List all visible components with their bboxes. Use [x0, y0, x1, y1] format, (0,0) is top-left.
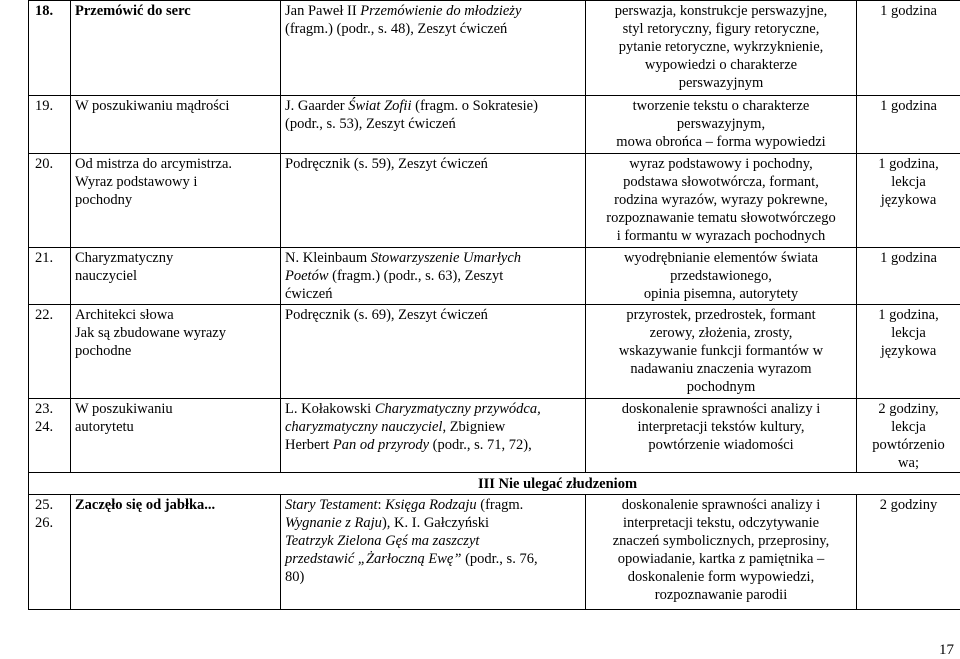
text-line: 19.: [35, 98, 54, 114]
italic-title: przedstawić „Żarłoczną Ewę”: [285, 551, 462, 567]
text-line: doskonalenie sprawności analizy i: [621, 497, 821, 513]
hours-cell: [857, 495, 960, 610]
text-line: 1 godzina: [880, 250, 937, 266]
text-line: [285, 306, 581, 324]
text-segment: (fragm. o Sokratesie): [411, 98, 538, 114]
italic-title: Pan od przyrody: [332, 437, 430, 453]
text-line: [285, 267, 581, 285]
concepts-cell: [586, 305, 857, 399]
text-line: perswazyjnym: [678, 75, 764, 91]
text-line: 1 godzina: [880, 98, 937, 114]
concepts-cell: [586, 1, 857, 96]
lesson-number-cell: [29, 248, 71, 305]
table-row: [29, 399, 960, 473]
text-line: powtórzenie wiadomości: [648, 437, 794, 453]
text-segment: J. Gaarder: [285, 98, 349, 114]
table-row: [29, 1, 960, 96]
text-line: 23.: [35, 401, 54, 417]
text-line: perswazyjnym,: [676, 116, 766, 132]
lesson-topic-cell: [71, 399, 281, 473]
text-line: rodzina wyrazów, wyrazy pokrewne,: [614, 192, 828, 208]
text-line: nauczyciel: [75, 268, 137, 284]
text-segment: (podr., s. 71, 72),: [429, 437, 532, 453]
italic-title: Stowarzyszenie Umarłych: [370, 250, 521, 266]
concepts-cell: [586, 96, 857, 154]
text-segment: (podr., s. 76,: [461, 551, 538, 567]
hours-cell: [857, 96, 960, 154]
concepts-cell: [586, 399, 857, 473]
page-number: 17: [939, 642, 954, 658]
text-line: 21.: [35, 250, 54, 266]
lesson-number-cell: [29, 1, 71, 96]
italic-title: Świat Zofii: [348, 98, 412, 114]
text-line: interpretacji tekstów kultury,: [637, 419, 805, 435]
text-line: [285, 155, 581, 173]
hours-cell: [857, 399, 960, 473]
text-line: 1 godzina: [880, 3, 937, 19]
text-line: wypowiedzi o charakterze: [644, 57, 798, 73]
text-line: doskonalenie form wypowiedzi,: [627, 569, 815, 585]
text-line: [285, 400, 581, 418]
text-line: Przemówić do serc: [75, 3, 191, 19]
text-line: lekcja: [891, 325, 926, 341]
text-line: [285, 436, 581, 454]
hours-cell: [857, 305, 960, 399]
text-sources-cell: [281, 399, 586, 473]
text-line: Architekci słowa: [75, 307, 174, 323]
text-line: 1 godzina,: [878, 156, 939, 172]
italic-title: Księga Rodzaju: [385, 497, 477, 513]
text-line: i formantu w wyrazach pochodnych: [616, 228, 826, 244]
text-line: Wyraz podstawowy i: [75, 174, 198, 190]
concepts-cell: [586, 495, 857, 610]
italic-title: Stary Testament: [285, 497, 378, 513]
text-line: tworzenie tekstu o charakterze: [632, 98, 810, 114]
text-line: Zaczęło się od jabłka...: [75, 497, 216, 513]
text-line: językowa: [880, 192, 937, 208]
text-line: przyrostek, przedrostek, formant: [626, 307, 816, 323]
text-segment: , Zbigniew: [442, 419, 506, 435]
text-segment: Jan Paweł II: [285, 3, 361, 19]
italic-title: Poetów: [285, 268, 329, 284]
text-segment: 80): [285, 569, 305, 585]
table-row: [29, 495, 960, 610]
text-segment: Podręcznik (s. 69), Zeszyt ćwiczeń: [285, 307, 488, 323]
text-line: [285, 97, 581, 115]
concepts-cell: [586, 248, 857, 305]
lesson-topic-cell: [71, 305, 281, 399]
concepts-cell: [586, 154, 857, 248]
text-line: lekcja: [891, 174, 926, 190]
lesson-plan-table: [28, 0, 960, 610]
lesson-number-cell: [29, 495, 71, 610]
text-line: [285, 285, 581, 303]
hours-cell: [857, 154, 960, 248]
text-line: pochodny: [75, 192, 133, 208]
lesson-topic-cell: [71, 96, 281, 154]
table-row: [29, 96, 960, 154]
text-sources-cell: [281, 96, 586, 154]
text-line: wskazywanie funkcji formantów w: [618, 343, 824, 359]
text-sources-cell: [281, 305, 586, 399]
text-line: pytanie retoryczne, wykrzyknienie,: [618, 39, 824, 55]
lesson-number-cell: [29, 399, 71, 473]
text-line: doskonalenie sprawności analizy i: [621, 401, 821, 417]
lesson-topic-cell: [71, 154, 281, 248]
table-row: [29, 305, 960, 399]
text-line: opowiadanie, kartka z pamiętnika –: [617, 551, 825, 567]
text-line: [285, 418, 581, 436]
text-line: 20.: [35, 156, 54, 172]
table-row: [29, 248, 960, 305]
italic-title: Przemówienie do młodzieży: [360, 3, 522, 19]
text-line: językowa: [880, 343, 937, 359]
text-line: mowa obrońca – forma wypowiedzi: [616, 134, 826, 150]
italic-title: Wygnanie z Raju: [285, 515, 382, 531]
text-segment: (fragm.) (podr., s. 63), Zeszyt: [328, 268, 504, 284]
text-segment: N. Kleinbaum: [285, 250, 371, 266]
italic-title: Charyzmatyczny przywódca,: [374, 401, 541, 417]
text-line: opinia pisemna, autorytety: [643, 286, 799, 302]
text-line: pochodne: [75, 343, 132, 359]
text-line: Jak są zbudowane wyrazy: [75, 325, 226, 341]
text-segment: (fragm.: [476, 497, 524, 513]
text-line: [285, 568, 581, 586]
text-line: interpretacji tekstu, odczytywanie: [622, 515, 820, 531]
text-segment: :: [377, 497, 386, 513]
text-line: 1 godzina,: [878, 307, 939, 323]
text-line: autorytetu: [75, 419, 134, 435]
text-line: podstawa słowotwórcza, formant,: [623, 174, 819, 190]
lesson-number-cell: [29, 96, 71, 154]
text-line: zerowy, złożenia, zrosty,: [649, 325, 793, 341]
lesson-topic-cell: [71, 1, 281, 96]
text-line: [285, 20, 581, 38]
text-line: wa;: [898, 455, 919, 471]
text-line: pochodnym: [686, 379, 756, 395]
table-body: [29, 1, 960, 610]
text-segment: ćwiczeń: [285, 286, 333, 302]
hours-cell: [857, 1, 960, 96]
text-line: 2 godziny: [879, 497, 938, 513]
text-line: [285, 115, 581, 133]
text-line: [285, 532, 581, 550]
text-line: powtórzenio: [872, 437, 945, 453]
text-line: 25.: [35, 497, 54, 513]
text-line: rozpoznawanie parodii: [654, 587, 788, 603]
text-line: Charyzmatyczny: [75, 250, 174, 266]
text-line: 2 godziny,: [878, 401, 939, 417]
text-line: 22.: [35, 307, 54, 323]
text-line: wyodrębnianie elementów świata: [623, 250, 819, 266]
table-row: [29, 154, 960, 248]
text-line: przedstawionego,: [670, 268, 772, 284]
text-line: [285, 514, 581, 532]
text-line: [285, 2, 581, 20]
text-segment: Podręcznik (s. 59), Zeszyt ćwiczeń: [285, 156, 488, 172]
text-segment: (podr., s. 53), Zeszyt ćwiczeń: [285, 116, 456, 132]
section-row: [29, 473, 960, 495]
text-sources-cell: [281, 495, 586, 610]
text-line: nadawaniu znaczenia wyrazom: [630, 361, 812, 377]
text-segment: L. Kołakowski: [285, 401, 375, 417]
text-line: styl retoryczny, figury retoryczne,: [622, 21, 820, 37]
lesson-topic-cell: [71, 495, 281, 610]
text-sources-cell: [281, 248, 586, 305]
section-title: III Nie ulegać złudzeniom: [29, 473, 960, 495]
text-line: [285, 249, 581, 267]
text-line: wyraz podstawowy i pochodny,: [629, 156, 813, 172]
italic-title: charyzmatyczny nauczyciel: [285, 419, 443, 435]
lesson-topic-cell: [71, 248, 281, 305]
text-segment: ), K. I. Gałczyński: [381, 515, 490, 531]
text-line: W poszukiwaniu: [75, 401, 173, 417]
text-line: perswazja, konstrukcje perswazyjne,: [614, 3, 828, 19]
text-line: 18.: [35, 3, 54, 19]
text-line: [285, 550, 581, 568]
hours-cell: [857, 248, 960, 305]
text-sources-cell: [281, 154, 586, 248]
text-line: W poszukiwaniu mądrości: [75, 98, 230, 114]
text-line: 24.: [35, 419, 54, 435]
text-line: 26.: [35, 515, 54, 531]
text-segment: Herbert: [285, 437, 333, 453]
text-sources-cell: [281, 1, 586, 96]
text-line: lekcja: [891, 419, 926, 435]
italic-title: Teatrzyk Zielona Gęś ma zaszczyt: [285, 533, 480, 549]
text-line: Od mistrza do arcymistrza.: [75, 156, 233, 172]
text-segment: (fragm.) (podr., s. 48), Zeszyt ćwiczeń: [285, 21, 508, 37]
text-line: rozpoznawanie tematu słowotwórczego: [606, 210, 836, 226]
text-line: [285, 496, 581, 514]
text-line: znaczeń symbolicznych, przeprosiny,: [612, 533, 830, 549]
lesson-number-cell: [29, 154, 71, 248]
lesson-number-cell: [29, 305, 71, 399]
